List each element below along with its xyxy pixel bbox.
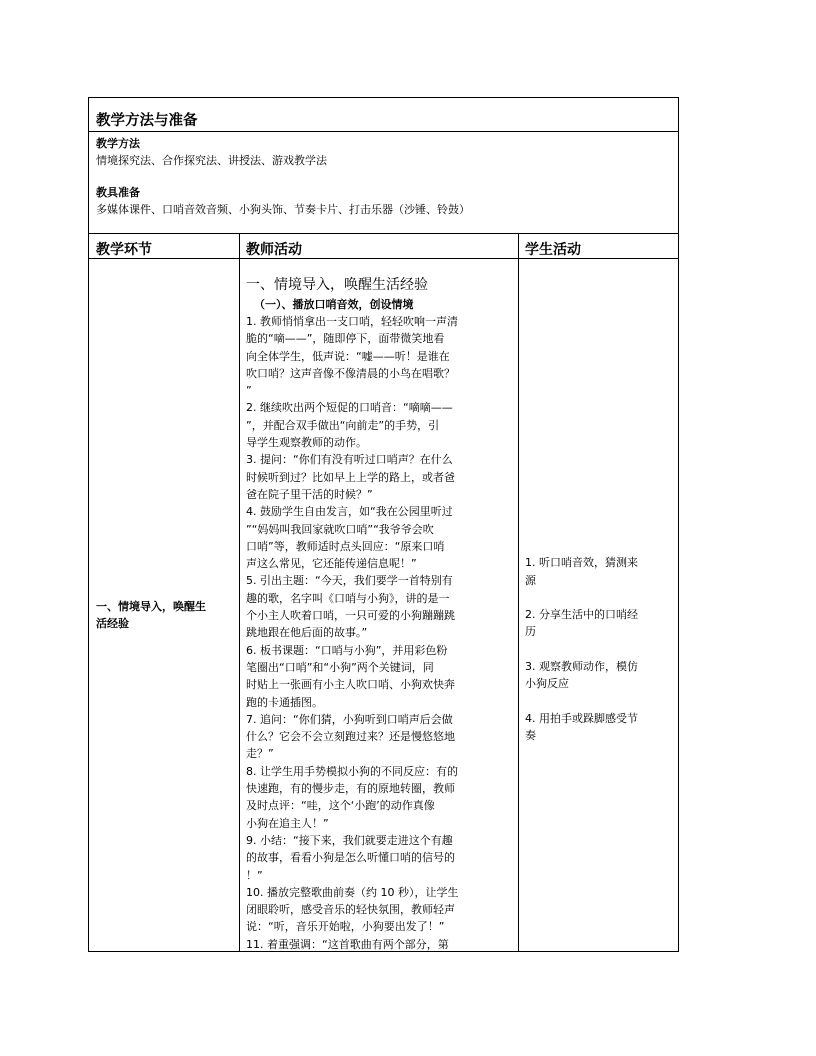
teacher-step: 8. 让学生用手势模拟小狗的不同反应：有的 快速跑，有的慢步走，有的原地转圈，教师 及时点评：“哇，这个‘小跑’的动作真像 小狗在追主人！” (246, 764, 458, 830)
column-divider-1 (239, 233, 240, 951)
teacher-step: 3. 提问：“你们有没有听过口哨声？在什么 时候听到过？比如早上上学的路上，或者爸 爸在院子里干活的时候？” (246, 453, 455, 501)
header-bottom-border (89, 258, 678, 259)
header-student: 学生活动 (525, 242, 581, 258)
column-divider-2 (518, 233, 519, 951)
materials-heading: 教具准备 (96, 186, 140, 199)
header-stage: 教学环节 (96, 242, 152, 258)
teacher-step: 10. 播放完整歌曲前奏（约 10 秒），让学生 闭眼聆听，感受音乐的轻快氛围，教师轻声 说：“听，音乐开始啦，小狗要出发了！” (246, 885, 459, 934)
student-item: 1. 听口哨音效，猜测来 源 (525, 556, 638, 587)
methods-heading: 教学方法 (96, 137, 140, 150)
student-item: 3. 观察教师动作，模仿 小狗反应 (525, 660, 638, 691)
teacher-step: 5. 引出主题：“今天，我们要学一首特别有 趣的歌，名字叫《口哨与小狗》，讲的是一 个小主人吹着口哨，一只可爱的小狗蹦蹦跳 跳地跟在他后面的故事。” (246, 574, 455, 640)
student-item: 4. 用拍手或跺脚感受节 奏 (525, 711, 638, 743)
teacher-activity-cell (246, 276, 509, 953)
student-item: 2. 分享生活中的口哨经 历 (525, 608, 638, 639)
teacher-step: 9. 小结：“接下来，我们就要走进这个有趣 的故事，看看小狗是怎么听懂口哨的信号的 ！” (246, 833, 455, 882)
materials-text: 多媒体课件、口哨音效音频、小狗头饰、节奏卡片、打击乐器（沙锤、铃鼓） (96, 202, 470, 216)
stage-label: 一、情境导入，唤醒生 活经验 (96, 600, 206, 630)
stage-cell (96, 598, 236, 632)
methods-text: 情境探究法、合作探究法、讲授法、游戏教学法 (96, 153, 327, 167)
teacher-step: 4. 鼓励学生自由发言，如“我在公园里听过 ”“妈妈叫我回家就吹口哨”“我爷爷会吹 口哨”等，教师适时点头回应：“原来口哨 声这么常见，它还能传递信息呢！” (246, 505, 453, 571)
teacher-step: 7. 追问：“你们猜，小狗听到口哨声后会做 什么？它会不会立刻跑过来？还是慢悠悠地 走？” (246, 712, 455, 761)
lesson-plan-document (88, 97, 679, 952)
teacher-title: 一、情境导入，唤醒生活经验 (246, 277, 428, 293)
teacher-subtitle: （一）、播放口哨音效，创设情境 (254, 298, 414, 311)
student-activity-cell (525, 537, 665, 762)
teacher-step: 11. 着重强调：“这首歌曲有两个部分，第 (246, 937, 449, 951)
table-top-border (89, 233, 678, 234)
teacher-step: 6. 板书课题：“口哨与小狗”，并用彩色粉 笔圈出“口哨”和“小狗”两个关键词，同 时贴上一张画有小主人吹口哨、小狗欢快奔 跑的卡通插图。 (246, 643, 455, 709)
teacher-step: 1. 教师悄悄拿出一支口哨，轻轻吹响一声清 脆的“嘀——”，随即停下，面带微笑地看 向全体学生，低声说：“嘘——听！是谁在 吹口哨？这声音像不像清晨的小鸟在唱歌？ ” (246, 315, 458, 398)
teacher-step: 2. 继续吹出两个短促的口哨音：“嘀嘀—— ”，并配合双手做出“向前走”的手势，引 导学生观察教师的动作。 (246, 401, 453, 450)
preparation-block (96, 136, 671, 218)
section-title: 教学方法与准备 (89, 98, 678, 132)
header-teacher: 教师活动 (246, 242, 302, 258)
